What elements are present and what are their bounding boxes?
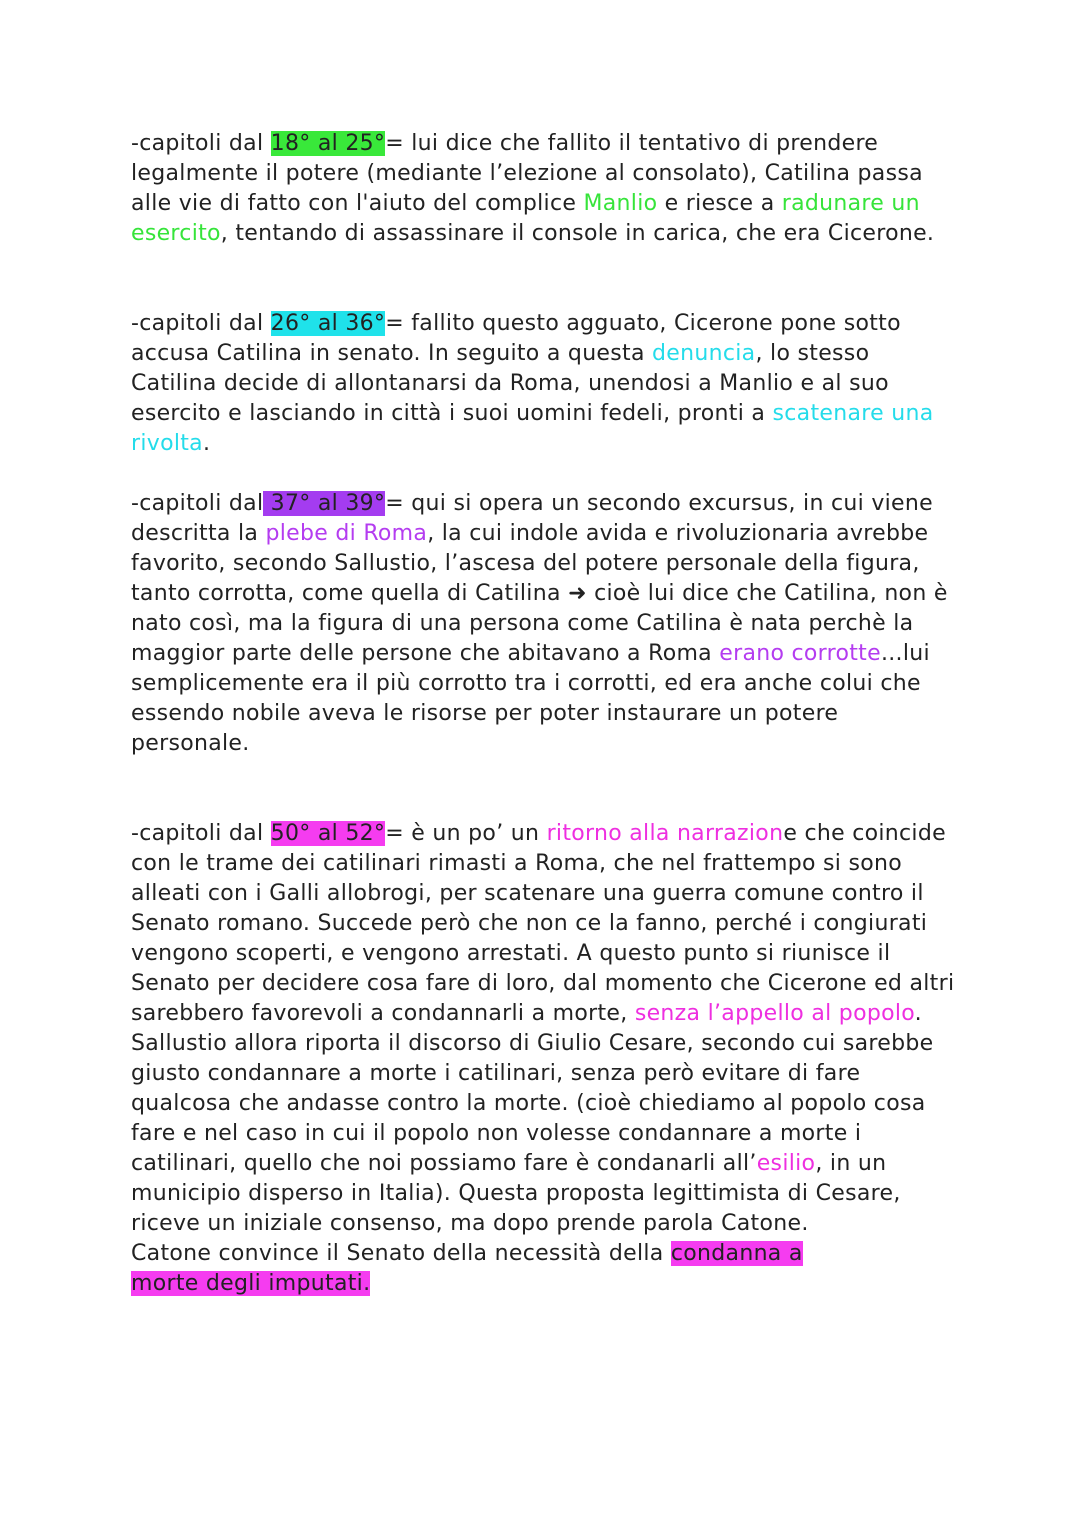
arrow-right-icon: ➜ (568, 581, 587, 606)
colored-keyword: plebe di Roma (265, 521, 428, 546)
paragraph-chapters-26-36 (131, 309, 961, 459)
text-segment: = lui dice che fallito il tentativo di prendere legalmente il potere (mediante l’elezione al consolato), Catilina passa alle vie di fatto con l'aiuto del complice (131, 131, 923, 216)
colored-keyword: senza l’appello al popolo (634, 1001, 915, 1026)
colored-keyword: Manlio (583, 191, 658, 216)
text-segment: , lo stesso Catilina decide di allontanarsi da Roma, unendosi a Manlio e al suo esercito e lasciando in città i suoi uomini fedeli, pronti a (131, 341, 889, 426)
highlight-chapter-range: 37° al 39° (263, 491, 386, 516)
text-segment: e riesce a (657, 191, 782, 216)
text-segment: , la cui indole avida e rivoluzionaria avrebbe favorito, secondo Sallustio, l’ascesa del potere personale della figura, tanto corrotta, come quella di Catilina (131, 521, 929, 606)
colored-keyword: radunare un esercito (131, 191, 920, 246)
highlight-chapter-range: 26° al 36° (270, 311, 386, 336)
colored-keyword: scatenare una rivolta (131, 401, 934, 456)
text-segment: Catone convince il Senato della necessità della (131, 1241, 671, 1266)
text-segment: . (202, 431, 211, 456)
highlight-chapter-range: 18° al 25° (270, 131, 386, 156)
text-segment: e che coincide con le trame dei catilinari rimasti a Roma, che nel frattempo si sono alleati con i Galli allobrogi, per scatenare una guerra comune contro il Senato romano. Succede però che non ce la fanno, perché i congiurati vengono scoperti, e vengono arrestati. A questo punto si riunisce il Senato per decidere cosa fare di loro, dal momento che Cicerone ed altri sarebbero favorevoli a condannarli a morte, (131, 821, 955, 1026)
text-segment: = è un po’ un (385, 821, 547, 846)
highlight-conclusion: morte degli imputati. (131, 1271, 371, 1296)
text-segment: ...lui semplicemente era il più corrotto tra i corrotti, ed era anche colui che essendo nobile aveva le risorse per poter instaurare un potere personale. (131, 641, 930, 756)
text-segment: -capitoli dal (131, 821, 271, 846)
highlight-conclusion: condanna a (670, 1241, 803, 1266)
text-segment: -capitoli dal (131, 311, 271, 336)
colored-keyword: denuncia (652, 341, 756, 366)
text-segment: = fallito questo agguato, Cicerone pone sotto accusa Catilina in senato. In seguito a questa (131, 311, 901, 366)
highlight-chapter-range: 50° al 52° (270, 821, 386, 846)
colored-keyword: erano corrotte (719, 641, 881, 666)
paragraph-chapters-37-39 (131, 489, 961, 759)
text-segment: = qui si opera un secondo excursus, in cui viene descritta la (131, 491, 933, 546)
text-segment: cioè lui dice che Catilina, non è nato così, ma la figura di una persona come Catilina è nata perchè la maggior parte delle persone che abitavano a Roma (131, 581, 948, 666)
paragraph-chapters-18-25 (131, 129, 961, 249)
paragraph-chapters-50-52 (131, 819, 961, 1299)
text-segment: , in un municipio disperso in Italia). Questa proposta legittimista di Cesare, riceve un iniziale consenso, ma dopo prende parola Catone. (131, 1151, 901, 1236)
text-segment: . Sallustio allora riporta il discorso di Giulio Cesare, secondo cui sarebbe giusto condannare a morte i catilinari, senza però evitare di fare qualcosa che andasse contro la morte. (cioè chiediamo al popolo cosa fare e nel caso in cui il popolo non volesse condannare a morte i catilinari, quello che noi possiamo fare è condanarli all’ (131, 1001, 934, 1176)
text-segment: -capitoli dal (131, 131, 271, 156)
colored-keyword: esilio (756, 1151, 816, 1176)
text-segment: -capitoli dal (131, 491, 264, 516)
text-segment: , tentando di assassinare il console in carica, che era Cicerone. (220, 221, 935, 246)
colored-keyword: ritorno alla narrazion (546, 821, 784, 846)
